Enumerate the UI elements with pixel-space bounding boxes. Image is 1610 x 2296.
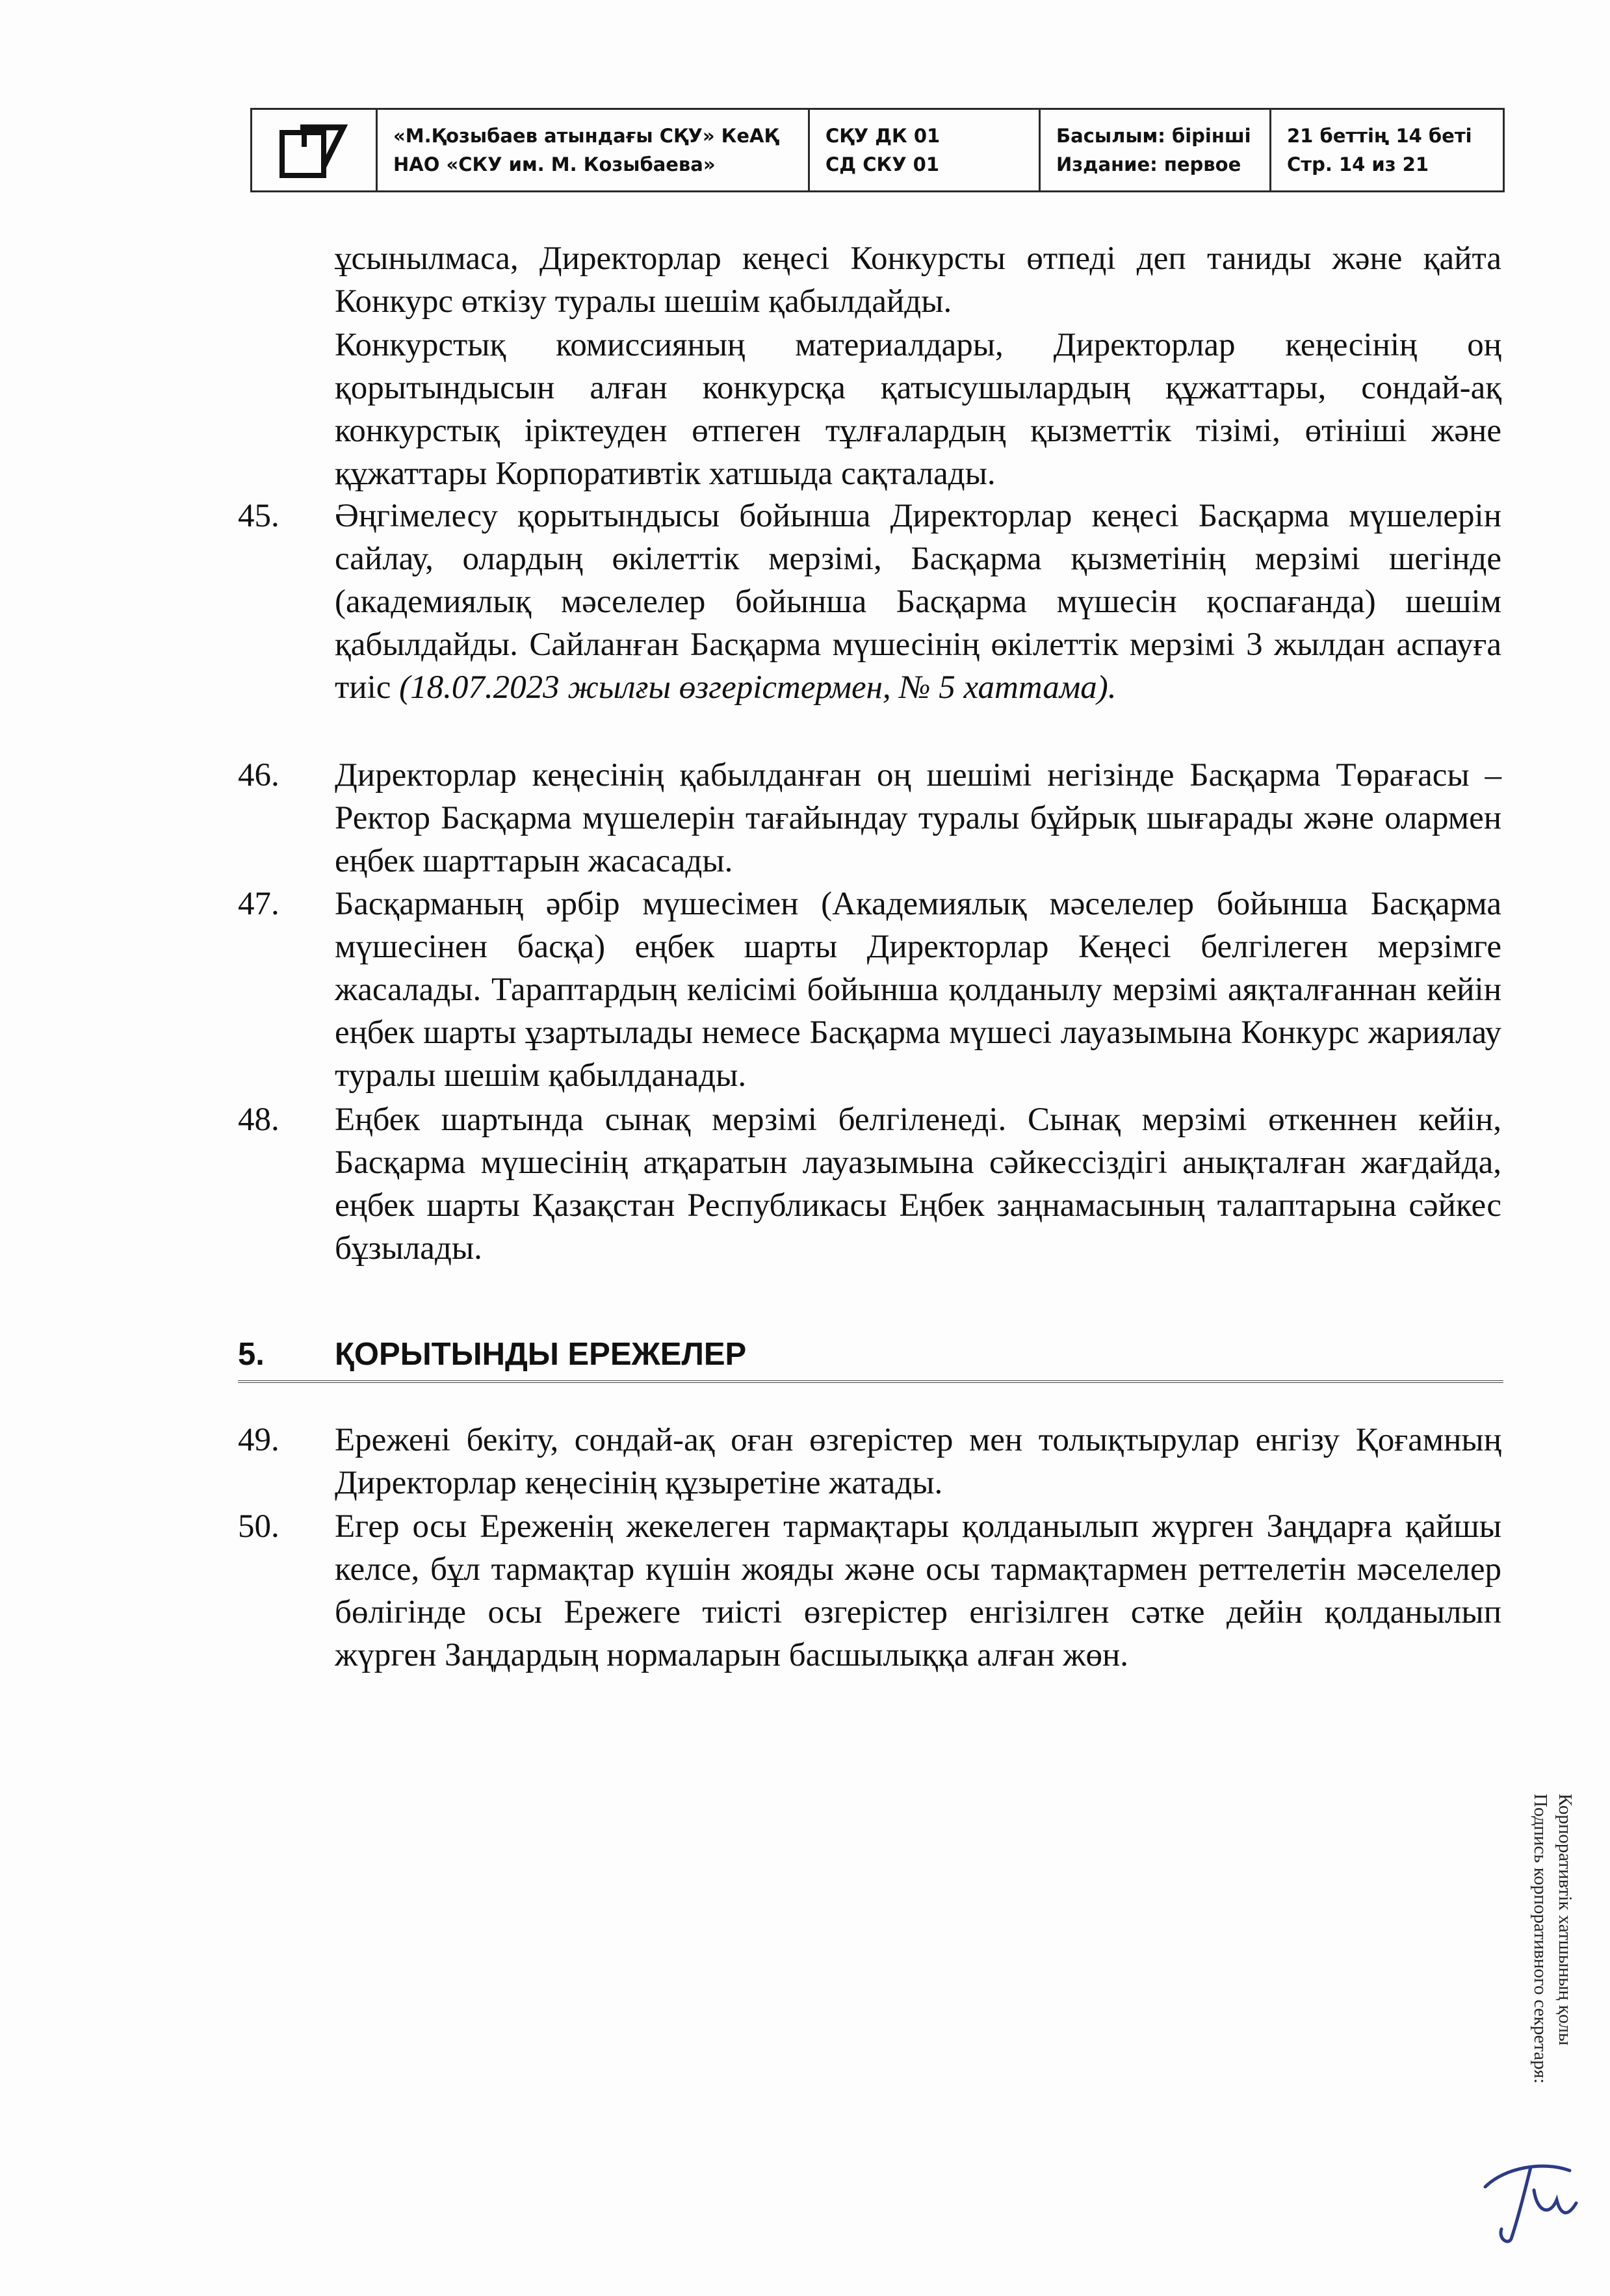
item-text xyxy=(335,495,1501,709)
paragraph-continuation-2: Конкурстық комиссияның материалдары, Директорлар кеңесінің оң қорытындысын алған конкурсқа қатысушылардың құжаттары, сондай-ақ конкурстық іріктеуден өтпеген тұлғалардың қызметтік тізімі, өтініші және құжаттары Корпоративтік хатшыда сақталады. xyxy=(335,327,1501,492)
signature-label-ru: Подпись корпоративного секретаря: xyxy=(1530,1794,1551,2084)
item-body: Әңгімелесу қорытындысы бойынша Директорлар кеңесі Басқарма мүшелерін сайлау, олардың өкілеттік мерзімі, Басқарма қызметінің мерзімі шегінде (академиялық мәселелер бойынша Басқарма мүшесін қоспағанда) шешім қабылдайды. Сайланған Басқарма мүшесінің өкілеттік мерзімі 3 жылдан аспауға тиіс xyxy=(335,498,1501,706)
doc-code-kz: СҚУ ДК 01 xyxy=(825,125,941,147)
item-number: 49. xyxy=(238,1422,279,1458)
item-text: Ережені бекіту, сондай-ақ оған өзгерістер мен толықтырулар енгізу Қоғамның Директорлар кеңесінің құзыретіне жатады. xyxy=(335,1422,1501,1501)
section-title: ҚОРЫТЫНДЫ ЕРЕЖЕЛЕР xyxy=(335,1337,747,1372)
item-text: Директорлар кеңесінің қабылданған оң шешімі негізінде Басқарма Төрағасы – Ректор Басқарма мүшелерін тағайындау туралы бұйрық шығарады және олармен еңбек шарттарын жасасады. xyxy=(335,757,1501,879)
item-text: Басқарманың әрбір мүшесімен (Академиялық мәселелер бойынша Басқарма мүшесінен басқа) еңбек шарты Директорлар Кеңесі белгілеген мерзімге жасалады. Тараптардың келісімі бойынша қолданылу мерзімі аяқталғаннан кейін еңбек шарты ұзартылады немесе Басқарма мүшесі лауазымына Конкурс жариялау туралы шешім қабылданады. xyxy=(335,886,1501,1094)
edition-ru: Издание: первое xyxy=(1056,153,1241,175)
item-number: 50. xyxy=(238,1508,279,1545)
edition-kz: Басылым: бірінші xyxy=(1056,125,1251,147)
signature-label-kz: Корпоративтік хатшының қолы xyxy=(1555,1794,1576,2046)
item-number: 48. xyxy=(238,1102,279,1138)
org-name-kz: «М.Қозыбаев атындағы СҚУ» КеАҚ xyxy=(393,125,779,147)
item-number: 47. xyxy=(238,886,279,922)
university-logo-icon xyxy=(278,121,350,179)
org-name-ru: НАО «СКУ им. М. Козыбаева» xyxy=(393,153,716,175)
paragraph-continuation: ұсынылмаса, Директорлар кеңесі Конкурсты өтпеді деп таниды және қайта Конкурс өткізу туралы шешім қабылдайды. xyxy=(335,240,1501,320)
section-number: 5. xyxy=(238,1337,265,1372)
handwritten-signature xyxy=(1472,2141,1586,2245)
section-divider xyxy=(238,1380,1503,1383)
page-number-ru: Стр. 14 из 21 xyxy=(1287,153,1429,175)
header-logo-cell xyxy=(252,110,378,190)
amendment-note: (18.07.2023 жылғы өзгерістермен, № 5 хаттама). xyxy=(399,669,1117,706)
item-text: Егер осы Ереженің жекелеген тармақтары қолданылып жүрген Заңдарға қайшы келсе, бұл тармақтар күшін жояды және осы тармақтармен реттелетін мәселелер бөлігінде осы Ережеге тиісті өзгерістер енгізілген сәтке дейін қолданылып жүрген Заңдардың нормаларын басшылыққа алған жөн. xyxy=(335,1508,1501,1673)
header-org-cell xyxy=(378,110,810,190)
document-header-table xyxy=(250,108,1505,192)
item-number: 45. xyxy=(238,498,279,534)
item-text: Еңбек шартында сынақ мерзімі белгіленеді. Сынақ мерзімі өткеннен кейін, Басқарма мүшесінің атқаратын лауазымына сәйкессіздігі анықталған жағдайда, еңбек шарты Қазақстан Республикасы Еңбек заңнамасының талаптарына сәйкес бұзылады. xyxy=(335,1102,1501,1267)
header-page-cell xyxy=(1271,110,1503,190)
header-code-cell xyxy=(810,110,1041,190)
page-number-kz: 21 беттің 14 беті xyxy=(1287,125,1472,147)
item-number: 46. xyxy=(238,757,279,793)
header-edition-cell xyxy=(1041,110,1271,190)
doc-code-ru: СД СКУ 01 xyxy=(825,153,940,175)
